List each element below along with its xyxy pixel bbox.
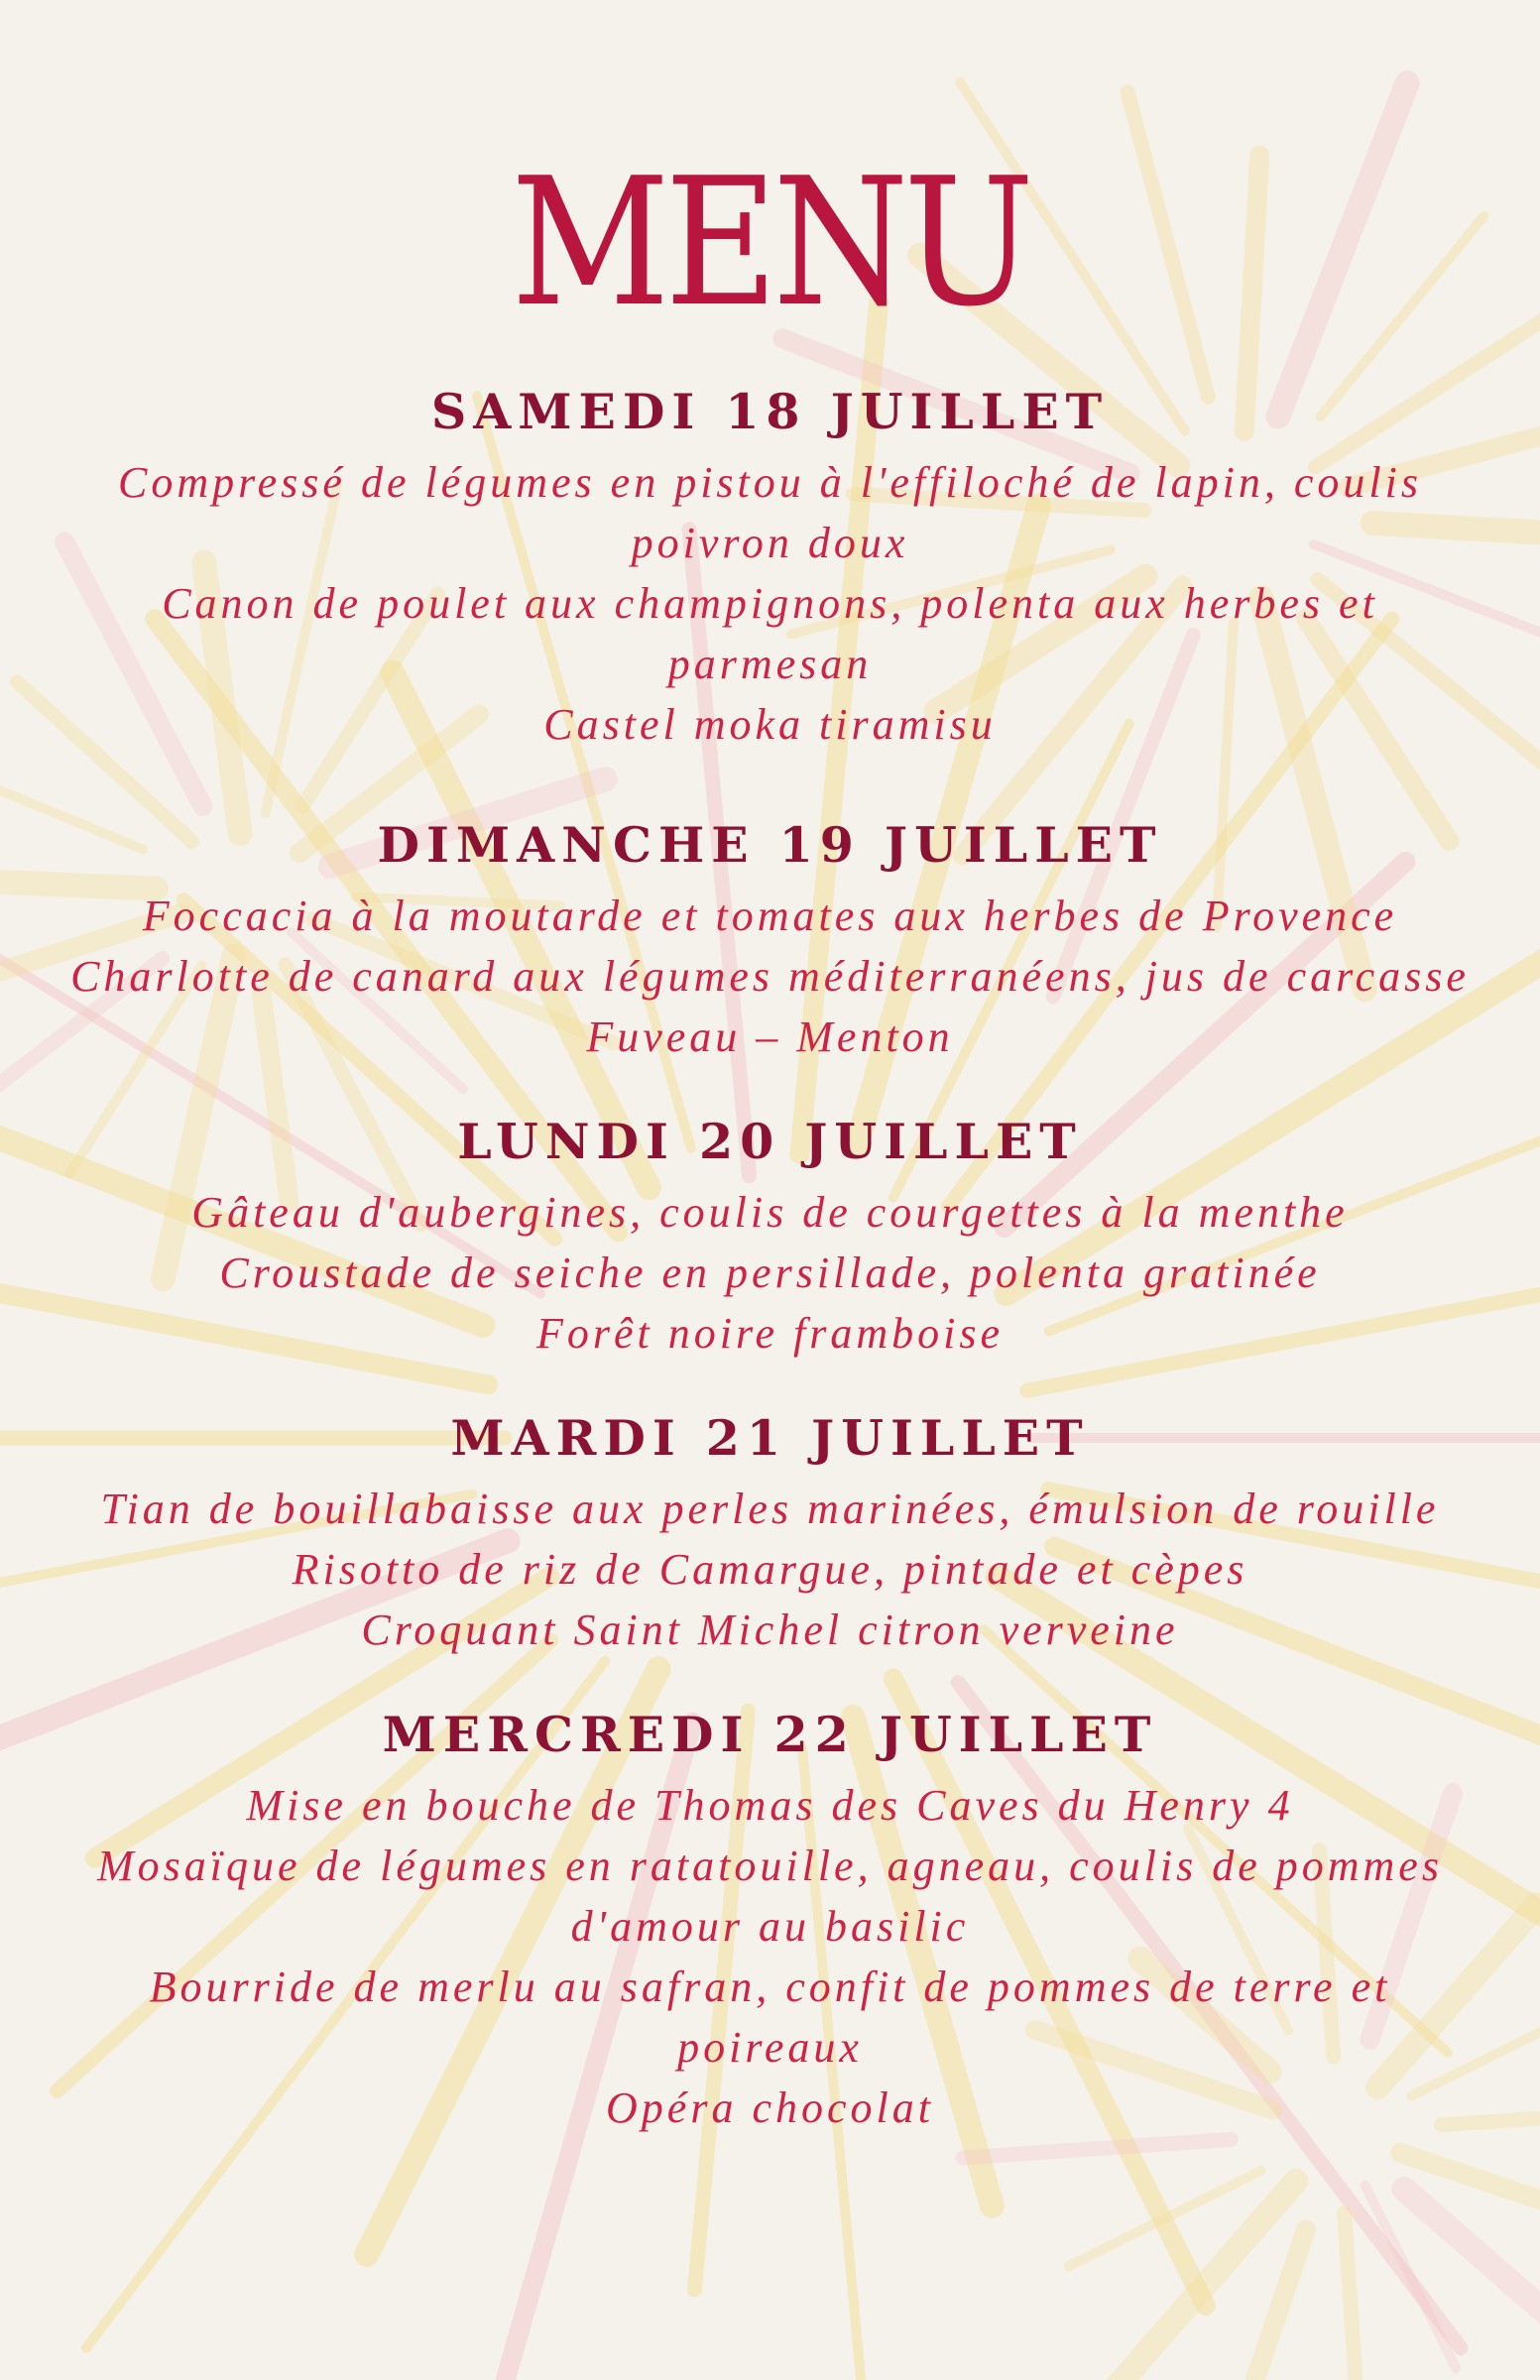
dish-item: Canon de poulet aux champignons, polenta aux herbes et parmesan [162,579,1378,688]
day-heading: LUNDI 20 JUILLET [457,1113,1083,1170]
dish-item: Croustade de seiche en persillade, polenta gratinée [219,1249,1321,1297]
dish-item: Gâteau d'aubergines, coulis de courgettes à la menthe [191,1188,1349,1237]
dish-item: Compressé de légumes en pistou à l'effiloché de lapin, coulis poivron doux [118,458,1422,567]
day-heading: DIMANCHE 19 JUILLET [377,816,1163,874]
menu-title: MENU [511,140,1029,345]
dish-item: Foccacia à la moutarde et tomates aux herbes de Provence [142,892,1398,940]
dish-item: Bourride de merlu au safran, confit de pommes de terre et poireaux [149,1963,1391,2072]
dish-item: Tian de bouillabaisse aux perles marinées, émulsion de rouille [100,1485,1440,1533]
dish-item: Risotto de riz de Camargue, pintade et cèpes [292,1545,1248,1594]
day-heading: SAMEDI 18 JUILLET [430,383,1110,440]
menu-day-section [0,375,1540,755]
dish-item: Fuveau – Menton [586,1012,954,1061]
dish-item: Opéra chocolat [606,2083,934,2132]
dish-item: Mosaïque de légumes en ratatouille, agneau, coulis de pommes d'amour au basilic [97,1842,1443,1951]
dish-item: Charlotte de canard aux légumes méditerranéens, jus de carcasse [70,952,1470,1001]
dish-item: Croquant Saint Michel citron verveine [361,1606,1179,1654]
dish-item: Castel moka tiramisu [543,700,997,749]
menu-day-section [0,808,1540,1067]
dish-list [0,452,1540,755]
dish-list [0,1479,1540,1660]
day-heading: MARDI 21 JUILLET [450,1409,1090,1467]
menu-day-section [0,1401,1540,1660]
dish-list [0,1182,1540,1364]
dish-item: Mise en bouche de Thomas des Caves du Henry 4 [246,1781,1294,1830]
day-heading: MERCREDI 22 JUILLET [382,1706,1158,1763]
menu-day-section [0,1105,1540,1364]
dish-item: Forêt noire framboise [536,1309,1004,1358]
dish-list [0,1775,1540,2138]
dish-list [0,886,1540,1067]
menu-day-section [0,1698,1540,2138]
menu-sections [0,375,1540,2138]
